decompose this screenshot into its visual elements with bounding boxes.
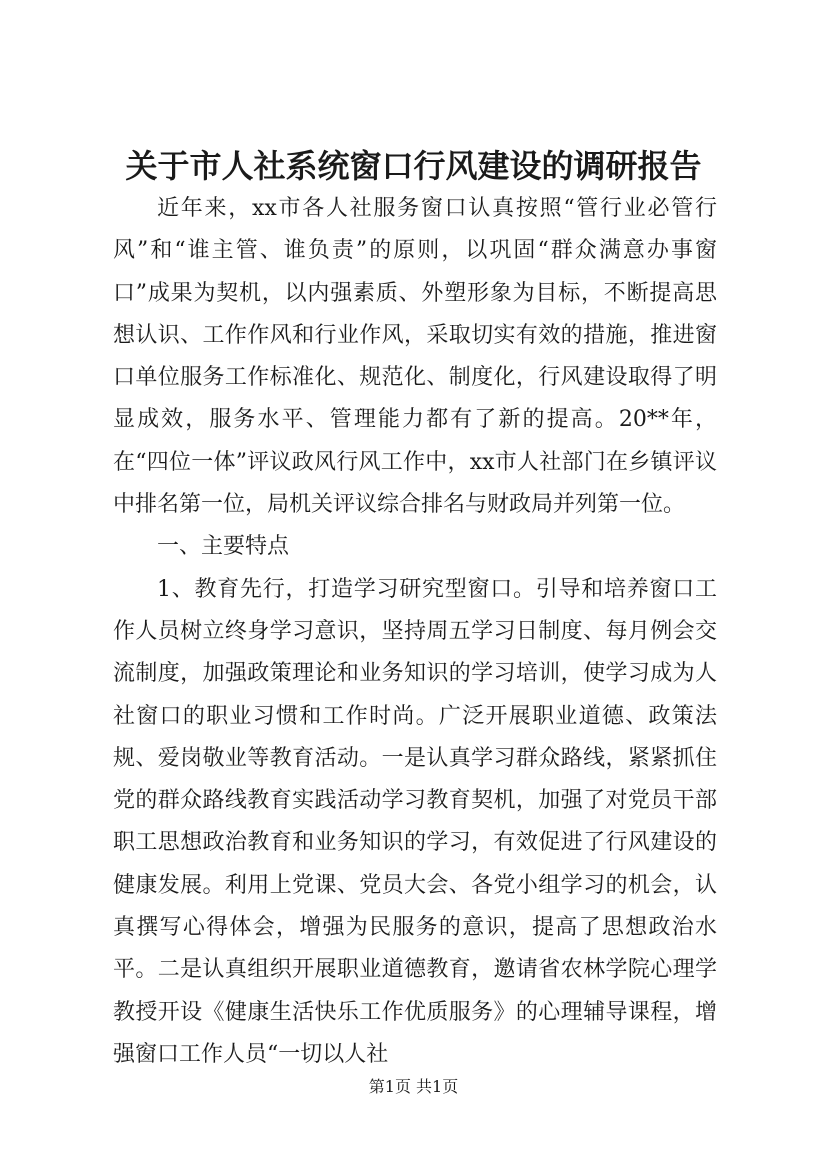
paragraph-education: 1、教育先行，打造学习研究型窗口。引导和培养窗口工作人员树立终身学习意识，坚持周五学习日制度、每月例会交流制度，加强政策理论和业务知识的学习培训，使学习成为人社窗口的职业习惯和工作时尚。广泛开展职业道德、政策法规、爱岗敬业等教育活动。一是认真学习群众路线，紧紧抓住党的群众路线教育实践活动学习教育契机，加强了对党员干部职工思想政治教育和业务知识的学习，有效促进了行风建设的健康发展。利用上党课、党员大会、各党小组学习的机会，认真撰写心得体会，增强为民服务的意识，提高了思想政治水平。二是认真组织开展职业道德教育，邀请省农林学院心理学教授开设《健康生活快乐工作优质服务》的心理辅导课程，增强窗口工作人员“一切以人社 bbox=[113, 576, 717, 1067]
paragraph-intro: 近年来，xx市各人社服务窗口认真按照“管行业必管行风”和“谁主管、谁负责”的原则，以巩固“群众满意办事窗口”成果为契机，以内强素质、外塑形象为目标，不断提高思想认识、工作作风和行业作风，采取切实有效的措施，推进窗口单位服务工作标准化、规范化、制度化，行风建设取得了明显成效，服务水平、管理能力都有了新的提高。20**年，在“四位一体”评议政风行风工作中，xx市人社部门在乡镇评议中排名第一位，局机关评议综合排名与财政局并列第一位。 bbox=[113, 196, 717, 518]
document-body bbox=[113, 188, 717, 1076]
page-footer: 第1页 共1页 bbox=[368, 1077, 459, 1096]
section-heading: 一、主要特点 bbox=[157, 534, 290, 560]
document-title: 关于市人社系统窗口行风建设的调研报告 bbox=[125, 147, 702, 185]
